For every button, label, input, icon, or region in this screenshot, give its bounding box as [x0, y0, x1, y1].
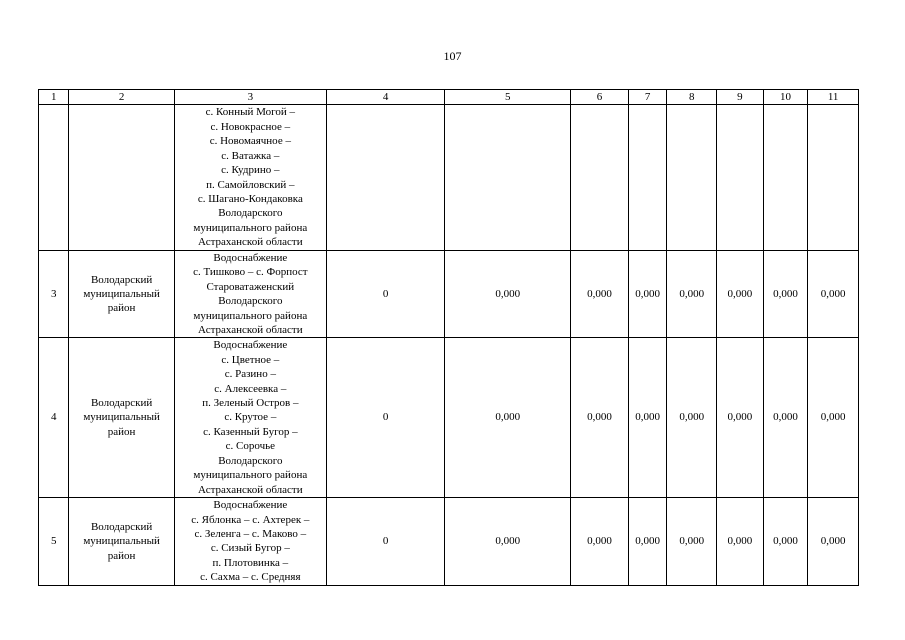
description-cell: Водоснабжение с. Цветное – с. Разино – с. Алексеевка – п. Зеленый Остров – с. Крутое – с. Казенный Бугор – с. Сорочье Володарского муниципального района Астраханской области [174, 338, 326, 497]
value-cell [571, 105, 629, 251]
table-row [39, 497, 859, 585]
value-cell: 0 [326, 338, 445, 497]
column-header: 11 [808, 90, 859, 105]
district-cell: Володарский муниципальный район [69, 497, 174, 585]
value-cell [667, 105, 717, 251]
row-number-cell: 5 [39, 497, 69, 585]
district-cell: Володарский муниципальный район [69, 338, 174, 497]
value-cell: 0,000 [763, 251, 808, 338]
row-number-cell: 3 [39, 251, 69, 338]
column-header: 8 [667, 90, 717, 105]
column-header: 6 [571, 90, 629, 105]
column-header: 5 [445, 90, 571, 105]
row-number-cell: 4 [39, 338, 69, 497]
value-cell [445, 105, 571, 251]
description-cell: Водоснабжение с. Яблонка – с. Ахтерек – с. Зеленга – с. Маково – с. Сизый Бугор – п. Плотовинка – с. Сахма – с. Средняя [174, 497, 326, 585]
value-cell [628, 105, 667, 251]
value-cell: 0,000 [571, 338, 629, 497]
value-cell: 0,000 [808, 497, 859, 585]
column-header: 3 [174, 90, 326, 105]
description-cell: Водоснабжение с. Тишково – с. Форпост Староватаженский Володарского муниципального района Астраханской области [174, 251, 326, 338]
column-header: 2 [69, 90, 174, 105]
value-cell: 0 [326, 497, 445, 585]
value-cell: 0,000 [628, 338, 667, 497]
value-cell: 0,000 [667, 497, 717, 585]
value-cell: 0,000 [717, 251, 764, 338]
value-cell: 0,000 [763, 338, 808, 497]
header-row [39, 90, 859, 105]
value-cell [717, 105, 764, 251]
table-row [39, 105, 859, 251]
column-header: 10 [763, 90, 808, 105]
column-header: 1 [39, 90, 69, 105]
district-cell: Володарский муниципальный район [69, 251, 174, 338]
page-number: 107 [443, 49, 462, 63]
value-cell: 0,000 [667, 338, 717, 497]
value-cell: 0,000 [571, 497, 629, 585]
value-cell: 0,000 [667, 251, 717, 338]
table-body [39, 105, 859, 586]
district-cell [69, 105, 174, 251]
value-cell [326, 105, 445, 251]
value-cell: 0,000 [628, 497, 667, 585]
value-cell: 0,000 [717, 338, 764, 497]
description-cell: с. Конный Могой – с. Новокрасное – с. Новомаячное – с. Ватажка – с. Кудрино – п. Самойловский – с. Шагано-Кондаковка Володарского муниципального района Астраханской области [174, 105, 326, 251]
column-header: 9 [717, 90, 764, 105]
value-cell: 0 [326, 251, 445, 338]
column-header: 7 [628, 90, 667, 105]
value-cell: 0,000 [571, 251, 629, 338]
value-cell [763, 105, 808, 251]
value-cell: 0,000 [763, 497, 808, 585]
column-header: 4 [326, 90, 445, 105]
value-cell: 0,000 [445, 338, 571, 497]
value-cell: 0,000 [628, 251, 667, 338]
data-table [38, 89, 859, 586]
value-cell: 0,000 [808, 338, 859, 497]
value-cell: 0,000 [445, 497, 571, 585]
value-cell: 0,000 [445, 251, 571, 338]
table-row [39, 251, 859, 338]
value-cell: 0,000 [717, 497, 764, 585]
value-cell [808, 105, 859, 251]
row-number-cell [39, 105, 69, 251]
value-cell: 0,000 [808, 251, 859, 338]
table-row [39, 338, 859, 497]
